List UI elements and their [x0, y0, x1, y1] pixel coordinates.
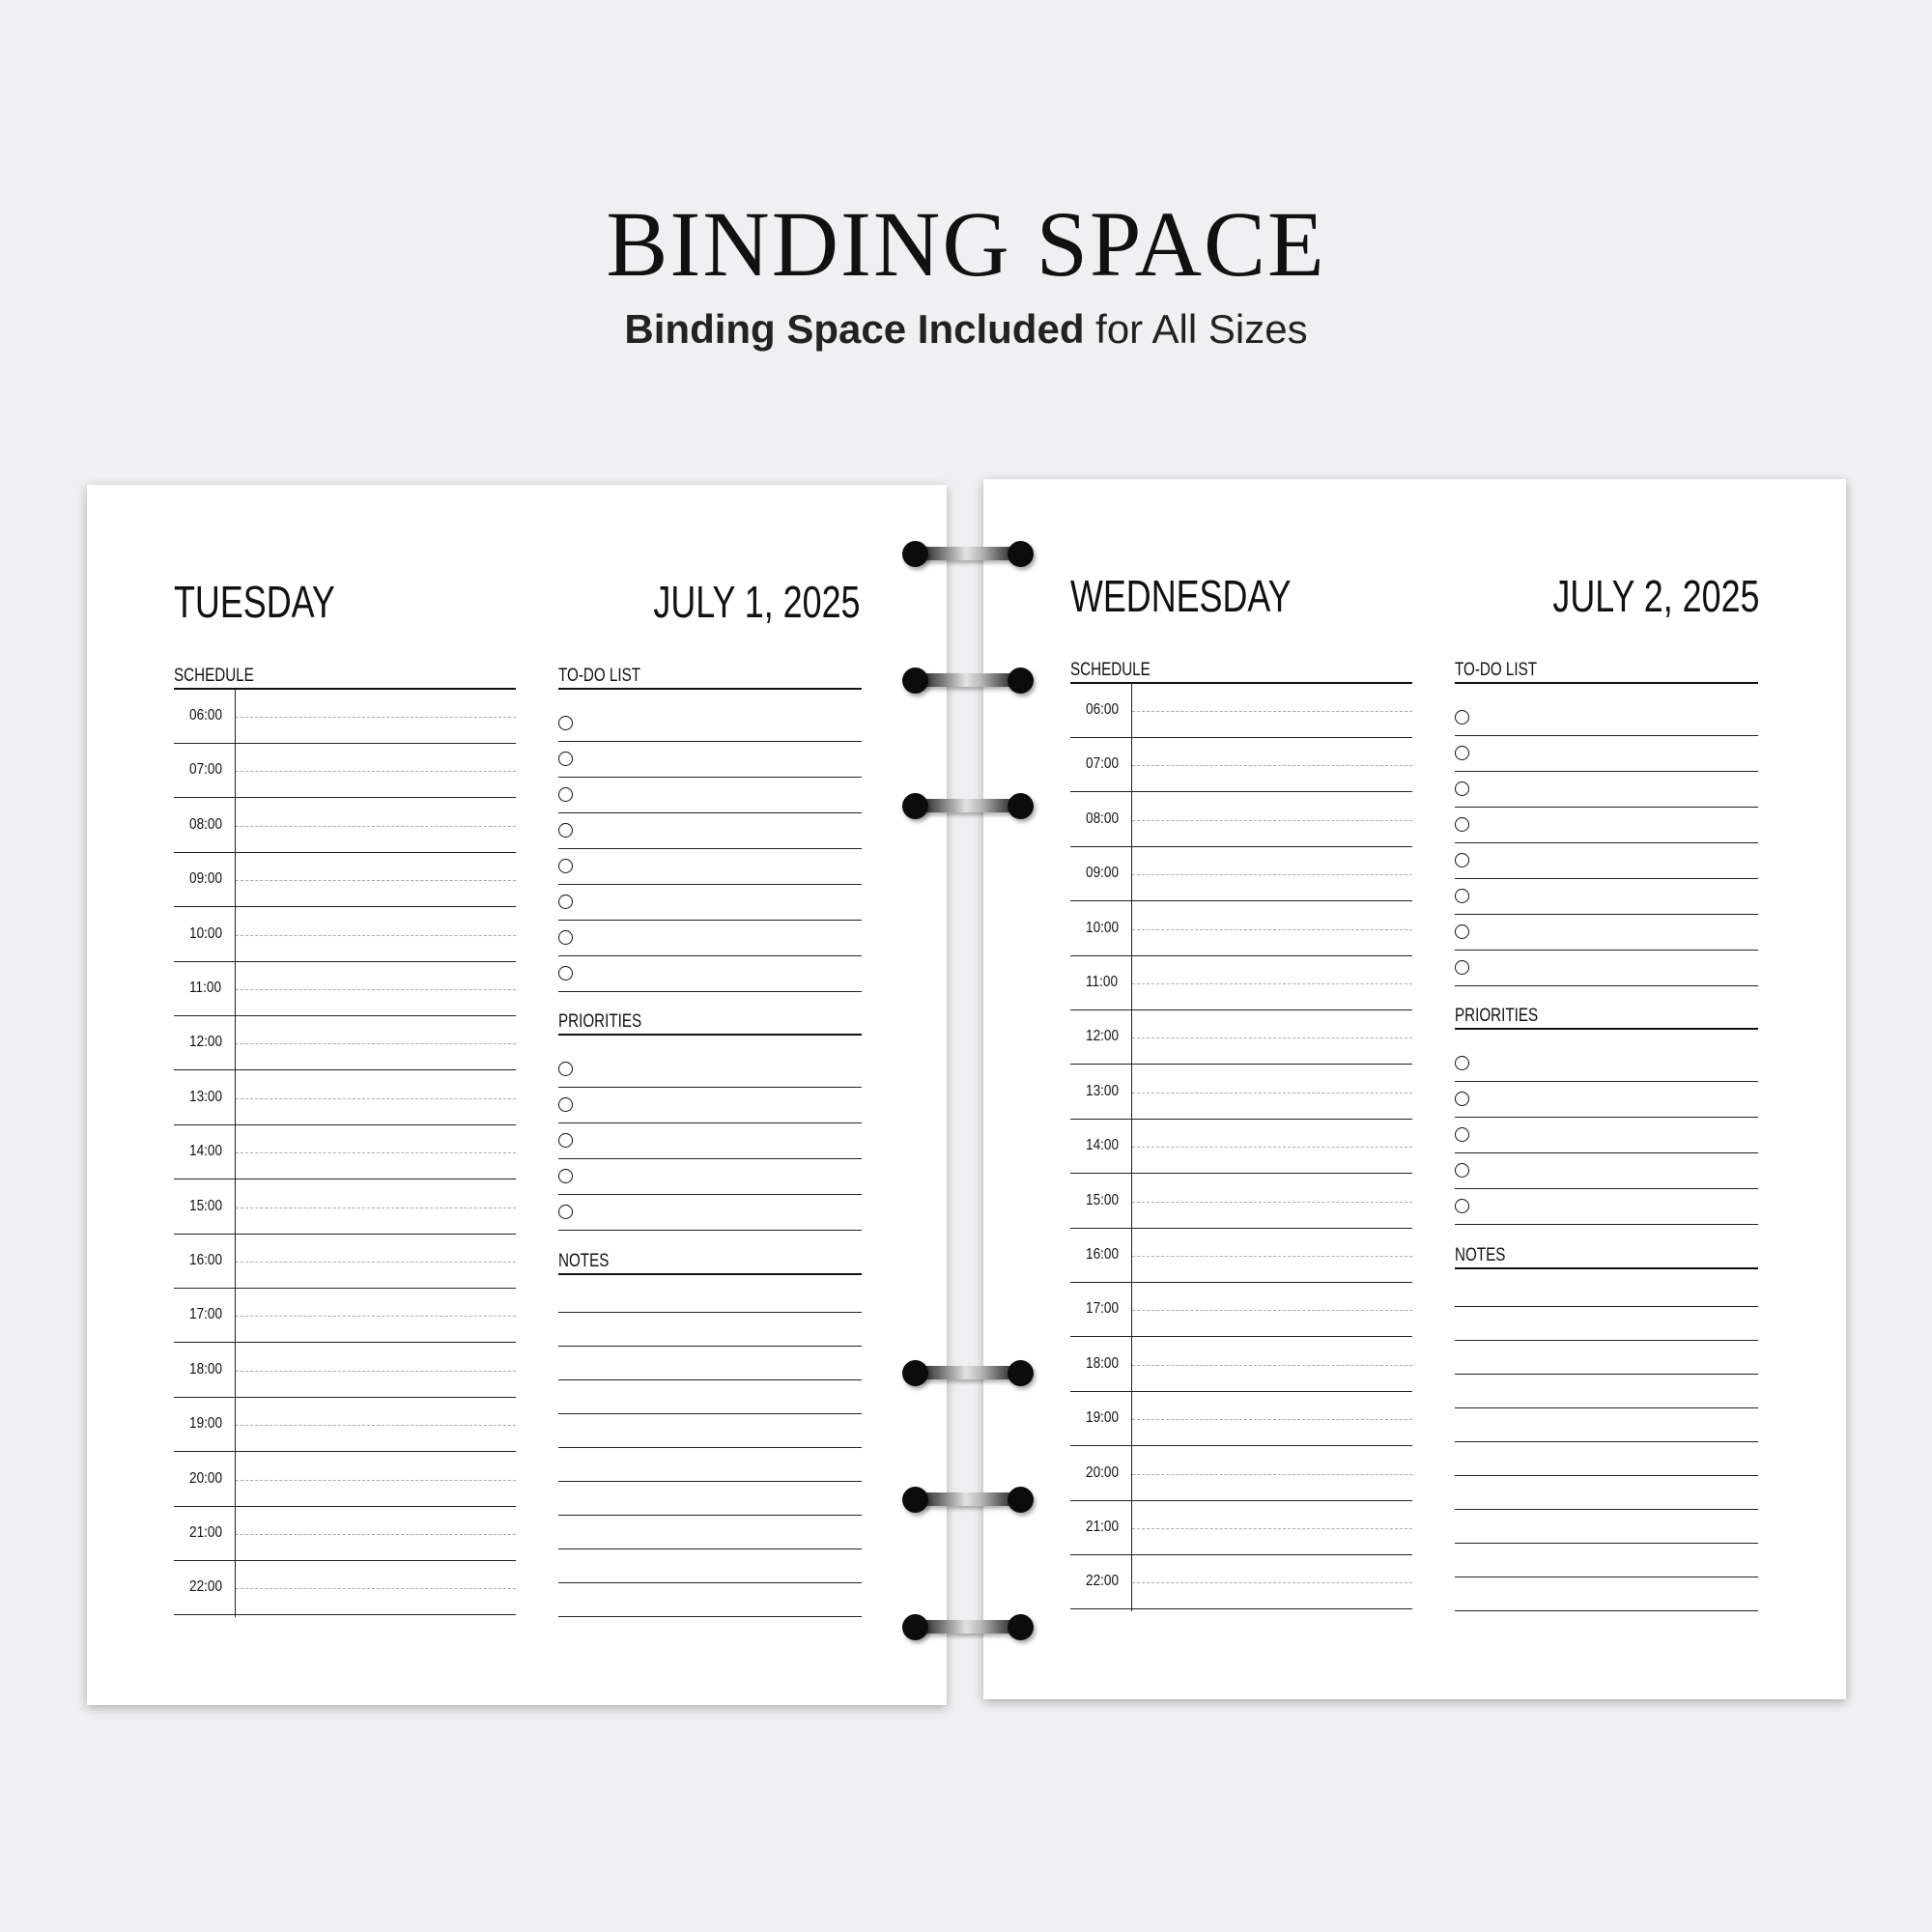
- schedule-time: 13:00: [189, 1088, 223, 1105]
- schedule-row: [174, 1125, 516, 1179]
- priorities-label: PRIORITIES: [1455, 1006, 1539, 1026]
- day-name: WEDNESDAY: [1070, 571, 1292, 621]
- checkbox-circle-icon: [558, 1097, 573, 1112]
- checkbox-circle-icon: [1455, 710, 1469, 724]
- schedule-row: [174, 853, 516, 907]
- checkbox-circle-icon: [558, 966, 573, 980]
- note-line: [558, 1548, 862, 1549]
- checkbox-circle-icon: [1455, 1056, 1469, 1070]
- binding-ring-icon: [902, 1357, 1034, 1390]
- todo-item: [1455, 808, 1758, 843]
- schedule-row: [174, 1561, 516, 1615]
- write-line: [1455, 985, 1758, 986]
- half-hour-line: [236, 1152, 516, 1153]
- half-hour-line: [1132, 1528, 1412, 1529]
- write-line: [558, 1230, 862, 1231]
- checkbox-circle-icon: [1455, 889, 1469, 903]
- todo-item: [558, 706, 862, 742]
- checkbox-circle-icon: [558, 859, 573, 873]
- schedule-time: 07:00: [189, 761, 223, 779]
- ring-hole-right: [1008, 668, 1034, 694]
- schedule-time: 22:00: [1086, 1573, 1120, 1590]
- half-hour-line: [236, 717, 516, 718]
- priority-item: [558, 1123, 862, 1159]
- ring-hole-left: [902, 793, 928, 819]
- ring-bar: [918, 1492, 1018, 1506]
- schedule-row: [1070, 1120, 1412, 1174]
- schedule-row: [1070, 902, 1412, 956]
- schedule-row: [174, 908, 516, 962]
- checkbox-circle-icon: [1455, 746, 1469, 760]
- half-hour-line: [1132, 1147, 1412, 1148]
- schedule-time: 22:00: [189, 1578, 223, 1596]
- note-line: [1455, 1306, 1758, 1307]
- note-line: [1455, 1340, 1758, 1341]
- schedule-row: [1070, 684, 1412, 738]
- schedule-time: 17:00: [1086, 1300, 1120, 1318]
- ring-bar: [918, 1366, 1018, 1379]
- checkbox-circle-icon: [1455, 1092, 1469, 1106]
- schedule-row: [1070, 793, 1412, 847]
- checkbox-circle-icon: [1455, 924, 1469, 939]
- todo-item: [558, 742, 862, 778]
- schedule-time: 10:00: [1086, 919, 1120, 936]
- schedule-time: 16:00: [1086, 1246, 1120, 1263]
- ring-bar: [918, 547, 1018, 560]
- todo-label: TO-DO LIST: [558, 666, 641, 686]
- half-hour-line: [236, 935, 516, 936]
- half-hour-line: [1132, 1365, 1412, 1366]
- schedule-time: 15:00: [189, 1197, 223, 1214]
- checkbox-circle-icon: [558, 1133, 573, 1148]
- schedule-time: 09:00: [1086, 865, 1120, 882]
- planner-page-right: [983, 479, 1846, 1699]
- schedule-label: SCHEDULE: [1070, 660, 1151, 680]
- schedule-time: 15:00: [1086, 1191, 1120, 1208]
- todo-rule: [1455, 682, 1758, 684]
- ring-hole-right: [1008, 1487, 1034, 1513]
- todo-item: [1455, 843, 1758, 879]
- todo-item: [1455, 951, 1758, 986]
- schedule-row: [174, 1016, 516, 1070]
- schedule-row: [174, 1507, 516, 1561]
- half-hour-line: [236, 1262, 516, 1263]
- schedule-row: [174, 1344, 516, 1398]
- priority-item: [1455, 1082, 1758, 1118]
- checkbox-circle-icon: [558, 1169, 573, 1183]
- half-hour-line: [236, 1534, 516, 1535]
- half-hour-line: [1132, 820, 1412, 821]
- binding-ring-icon: [902, 790, 1034, 823]
- schedule-row: [1070, 1501, 1412, 1555]
- schedule-time: 18:00: [189, 1360, 223, 1378]
- schedule-row: [1070, 1338, 1412, 1392]
- schedule-time: 12:00: [189, 1034, 223, 1051]
- todo-item: [1455, 915, 1758, 951]
- priority-item: [1455, 1046, 1758, 1082]
- schedule-row: [174, 744, 516, 798]
- page-date: JULY 1, 2025: [652, 577, 860, 627]
- schedule-time: 11:00: [1086, 974, 1119, 990]
- half-hour-line: [1132, 929, 1412, 930]
- half-hour-line: [236, 1043, 516, 1044]
- schedule-row: [174, 1071, 516, 1125]
- note-line: [1455, 1509, 1758, 1510]
- note-line: [1455, 1374, 1758, 1375]
- todo-rule: [558, 688, 862, 690]
- half-hour-line: [1132, 711, 1412, 712]
- half-hour-line: [1132, 1202, 1412, 1203]
- note-line: [558, 1481, 862, 1482]
- schedule-row: [1070, 1229, 1412, 1283]
- schedule-row: [1070, 847, 1412, 901]
- priorities-rule: [558, 1034, 862, 1036]
- schedule-row: [174, 962, 516, 1016]
- schedule-time: 18:00: [1086, 1354, 1120, 1372]
- checkbox-circle-icon: [1455, 781, 1469, 796]
- checkbox-circle-icon: [558, 930, 573, 945]
- half-hour-line: [1132, 1310, 1412, 1311]
- todo-item: [1455, 736, 1758, 772]
- schedule-time: 07:00: [1086, 755, 1120, 773]
- ring-hole-left: [902, 668, 928, 694]
- priorities-label: PRIORITIES: [558, 1011, 642, 1032]
- half-hour-line: [236, 1371, 516, 1372]
- schedule-row: [174, 1398, 516, 1452]
- schedule-time: 17:00: [189, 1306, 223, 1323]
- schedule-time: 11:00: [189, 980, 222, 996]
- note-line: [1455, 1610, 1758, 1611]
- priority-item: [558, 1052, 862, 1088]
- notes-label: NOTES: [558, 1251, 610, 1271]
- ring-hole-left: [902, 541, 928, 567]
- half-hour-line: [1132, 1256, 1412, 1257]
- ring-hole-right: [1008, 541, 1034, 567]
- checkbox-circle-icon: [1455, 1163, 1469, 1178]
- page-date: JULY 2, 2025: [1551, 571, 1759, 621]
- schedule-time: 19:00: [1086, 1409, 1120, 1427]
- schedule-row: [1070, 1283, 1412, 1337]
- ring-bar: [918, 1620, 1018, 1634]
- schedule-time: 19:00: [189, 1415, 223, 1433]
- note-line: [1455, 1407, 1758, 1408]
- day-name: TUESDAY: [174, 577, 335, 627]
- schedule-time: 06:00: [1086, 701, 1120, 718]
- schedule-time: 20:00: [189, 1469, 223, 1487]
- todo-item: [558, 813, 862, 849]
- priority-item: [1455, 1189, 1758, 1225]
- ring-hole-right: [1008, 1614, 1034, 1640]
- schedule-row: [174, 1180, 516, 1235]
- priority-item: [558, 1159, 862, 1195]
- notes-rule: [558, 1273, 862, 1275]
- priority-item: [1455, 1118, 1758, 1153]
- note-line: [558, 1515, 862, 1516]
- note-line: [558, 1379, 862, 1380]
- half-hour-line: [236, 1588, 516, 1589]
- schedule-row: [174, 1235, 516, 1289]
- checkbox-circle-icon: [558, 752, 573, 766]
- hero-subtitle: [0, 306, 1932, 352]
- schedule-row: [1070, 1447, 1412, 1501]
- hero-subtitle-rest: for All Sizes: [1084, 306, 1308, 352]
- schedule-time: 12:00: [1086, 1028, 1120, 1045]
- todo-label: TO-DO LIST: [1455, 660, 1538, 680]
- checkbox-circle-icon: [1455, 960, 1469, 975]
- checkbox-circle-icon: [1455, 1127, 1469, 1142]
- note-line: [1455, 1441, 1758, 1442]
- binding-ring-icon: [902, 1484, 1034, 1517]
- ring-hole-left: [902, 1614, 928, 1640]
- schedule-grid: [174, 690, 516, 1617]
- note-line: [558, 1447, 862, 1448]
- hour-line: [1070, 1608, 1412, 1609]
- note-line: [558, 1312, 862, 1313]
- half-hour-line: [236, 989, 516, 990]
- priority-item: [1455, 1153, 1758, 1189]
- binding-ring-icon: [902, 1611, 1034, 1644]
- schedule-time: 14:00: [189, 1143, 223, 1160]
- ring-hole-left: [902, 1360, 928, 1386]
- todo-item: [1455, 772, 1758, 808]
- schedule-row: [174, 690, 516, 744]
- note-line: [1455, 1475, 1758, 1476]
- checkbox-circle-icon: [1455, 1199, 1469, 1213]
- schedule-label: SCHEDULE: [174, 666, 254, 686]
- hero-title: BINDING SPACE: [606, 192, 1326, 296]
- schedule-time: 21:00: [1086, 1519, 1120, 1535]
- checkbox-circle-icon: [558, 1062, 573, 1076]
- checkbox-circle-icon: [558, 787, 573, 802]
- schedule-row: [174, 799, 516, 853]
- hour-line: [174, 1614, 516, 1615]
- half-hour-line: [236, 826, 516, 827]
- schedule-row: [1070, 738, 1412, 792]
- half-hour-line: [236, 771, 516, 772]
- schedule-time: 14:00: [1086, 1137, 1120, 1154]
- note-line: [1455, 1543, 1758, 1544]
- hero-subtitle-bold: Binding Space Included: [624, 306, 1085, 352]
- half-hour-line: [236, 880, 516, 881]
- half-hour-line: [1132, 1093, 1412, 1094]
- half-hour-line: [1132, 1419, 1412, 1420]
- half-hour-line: [236, 1425, 516, 1426]
- schedule-row: [1070, 1392, 1412, 1446]
- write-line: [558, 991, 862, 992]
- todo-item: [1455, 879, 1758, 915]
- todo-item: [558, 778, 862, 813]
- priorities-rule: [1455, 1028, 1758, 1030]
- half-hour-line: [236, 1480, 516, 1481]
- checkbox-circle-icon: [1455, 817, 1469, 832]
- half-hour-line: [1132, 1037, 1412, 1038]
- schedule-row: [1070, 956, 1412, 1010]
- ring-hole-right: [1008, 793, 1034, 819]
- half-hour-line: [236, 1316, 516, 1317]
- half-hour-line: [1132, 1582, 1412, 1583]
- ring-hole-right: [1008, 1360, 1034, 1386]
- schedule-time: 13:00: [1086, 1082, 1120, 1099]
- half-hour-line: [1132, 765, 1412, 766]
- priority-item: [558, 1195, 862, 1231]
- planner-page-left: [87, 485, 947, 1705]
- binding-ring-icon: [902, 538, 1034, 571]
- todo-item: [558, 849, 862, 885]
- schedule-time: 06:00: [189, 707, 223, 724]
- priority-item: [558, 1088, 862, 1123]
- todo-item: [1455, 700, 1758, 736]
- notes-label: NOTES: [1455, 1245, 1506, 1265]
- ring-bar: [918, 799, 1018, 812]
- schedule-time: 09:00: [189, 870, 223, 888]
- schedule-row: [1070, 1010, 1412, 1065]
- checkbox-circle-icon: [558, 1205, 573, 1219]
- schedule-row: [1070, 1065, 1412, 1120]
- binding-ring-icon: [902, 665, 1034, 697]
- half-hour-line: [1132, 1474, 1412, 1475]
- schedule-row: [1070, 1555, 1412, 1609]
- todo-item: [558, 956, 862, 992]
- schedule-grid: [1070, 684, 1412, 1611]
- checkbox-circle-icon: [1455, 853, 1469, 867]
- schedule-time: 21:00: [189, 1524, 223, 1541]
- schedule-time: 16:00: [189, 1252, 223, 1268]
- todo-item: [558, 885, 862, 921]
- schedule-time: 08:00: [1086, 810, 1120, 827]
- schedule-time: 10:00: [189, 924, 223, 942]
- schedule-row: [1070, 1175, 1412, 1229]
- note-line: [558, 1346, 862, 1347]
- schedule-row: [174, 1289, 516, 1343]
- schedule-time: 20:00: [1086, 1463, 1120, 1481]
- ring-bar: [918, 673, 1018, 687]
- note-line: [558, 1582, 862, 1583]
- ring-hole-left: [902, 1487, 928, 1513]
- todo-item: [558, 921, 862, 956]
- note-line: [558, 1616, 862, 1617]
- write-line: [1455, 1224, 1758, 1225]
- checkbox-circle-icon: [558, 823, 573, 838]
- checkbox-circle-icon: [558, 895, 573, 909]
- half-hour-line: [1132, 983, 1412, 984]
- schedule-row: [174, 1453, 516, 1507]
- notes-rule: [1455, 1267, 1758, 1269]
- schedule-time: 08:00: [189, 815, 223, 833]
- half-hour-line: [1132, 874, 1412, 875]
- checkbox-circle-icon: [558, 716, 573, 730]
- note-line: [558, 1413, 862, 1414]
- half-hour-line: [236, 1098, 516, 1099]
